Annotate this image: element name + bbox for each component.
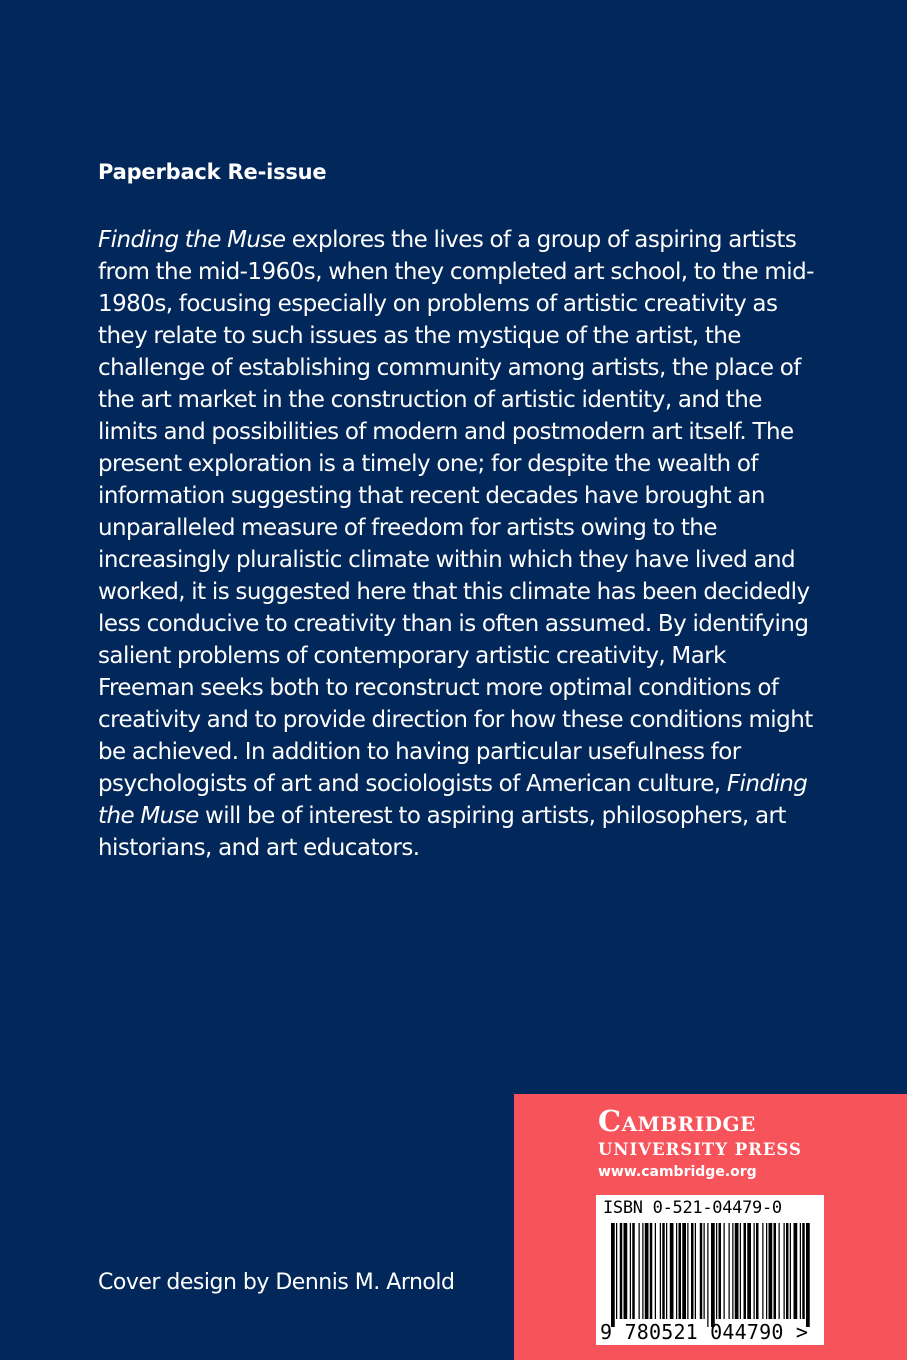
isbn-label: ISBN 0-521-04479-0 bbox=[603, 1198, 782, 1218]
barcode-bar bbox=[747, 1223, 751, 1319]
barcode-bar bbox=[784, 1223, 785, 1319]
barcode-bar bbox=[794, 1223, 798, 1319]
barcode-bar bbox=[800, 1223, 801, 1319]
barcode-bar bbox=[779, 1223, 780, 1319]
publisher-logo-subtitle: UNIVERSITY PRESS bbox=[598, 1140, 802, 1159]
barcode-bar bbox=[724, 1223, 725, 1319]
barcode-bar bbox=[670, 1223, 674, 1319]
barcode-bar bbox=[687, 1223, 688, 1319]
book-description bbox=[98, 224, 818, 864]
barcode-bar bbox=[666, 1223, 667, 1319]
barcode-bar bbox=[762, 1223, 763, 1319]
barcode-bar bbox=[639, 1223, 640, 1319]
barcode-bar bbox=[756, 1223, 759, 1319]
description-text-2: will be of interest to aspiring artists, philosophers, art historians, and art educators. bbox=[98, 803, 786, 861]
ean-digits: 9 780521 044790 > bbox=[600, 1320, 809, 1344]
barcode-bar bbox=[766, 1223, 767, 1319]
barcode-bar bbox=[655, 1223, 656, 1319]
barcode-bar bbox=[645, 1223, 649, 1319]
barcode-bar bbox=[735, 1223, 739, 1319]
barcode-bar bbox=[620, 1223, 623, 1319]
barcode-bar bbox=[679, 1223, 682, 1319]
barcode-bar bbox=[662, 1223, 665, 1319]
barcode-bar bbox=[732, 1223, 733, 1319]
barcode-bar bbox=[774, 1223, 777, 1319]
barcode-bar bbox=[769, 1223, 773, 1319]
barcode-bar bbox=[729, 1223, 730, 1319]
publisher-logo-name: Cambridge bbox=[598, 1104, 756, 1138]
barcode-bar bbox=[754, 1223, 755, 1319]
barcode-bar bbox=[744, 1223, 747, 1319]
barcode-bar bbox=[711, 1223, 715, 1327]
barcode-bar bbox=[691, 1223, 694, 1319]
book-title-second: Finding the Muse bbox=[98, 771, 808, 829]
barcode-bar bbox=[682, 1223, 686, 1319]
barcode-bar bbox=[630, 1223, 631, 1319]
barcode-bar bbox=[700, 1223, 703, 1319]
barcode-bar bbox=[716, 1223, 717, 1319]
description-text-1: explores the lives of a group of aspiring artists from the mid-1960s, when they completed art school, to the mid-1980s, focusing especially on problems of artistic creativity as they relate to such issues as the mystique of the artist, the challenge of establishing community among artists, the place of the art market in the construction of artistic identity, and the limits and possibilities of modern and postmodern art itself. The present exploration is a timely one; for despite the wealth of information suggesting that recent decades have brought an unparalleled measure of freedom for artists owing to the increasingly pluralistic climate within which they have lived and worked, it is suggested here that this climate has been decidedly less conducive to creativity than is often assumed. By identifying salient problems of contemporary artistic creativity, Mark Freeman seeks both to reconstruct more optimal conditions of creativity and to provide direction for how these conditions might be achieved. In addition to having particular usefulness for psychologists of art and sociologists of American culture, bbox=[98, 227, 814, 797]
barcode-bar bbox=[660, 1223, 661, 1319]
barcode-bar bbox=[695, 1223, 696, 1319]
section-heading: Paperback Re-issue bbox=[98, 160, 327, 184]
barcode-bar bbox=[704, 1223, 705, 1319]
barcode-bar bbox=[650, 1223, 653, 1319]
barcode-bar bbox=[642, 1223, 643, 1319]
book-title: Finding the Muse bbox=[98, 227, 286, 253]
publisher-panel bbox=[514, 1094, 907, 1360]
barcode-bar bbox=[707, 1223, 708, 1327]
cover-design-credit: Cover design by Dennis M. Arnold bbox=[98, 1270, 455, 1295]
publisher-url: www.cambridge.org bbox=[598, 1164, 757, 1180]
barcode-bar bbox=[624, 1223, 628, 1319]
barcode-bar bbox=[806, 1223, 810, 1327]
barcode-box bbox=[596, 1195, 824, 1345]
barcode-bar bbox=[786, 1223, 789, 1319]
barcode-bar bbox=[790, 1223, 791, 1319]
barcode-bar bbox=[719, 1223, 722, 1319]
barcode-bar bbox=[676, 1223, 677, 1319]
barcode-bar bbox=[740, 1223, 741, 1319]
barcode-bar bbox=[802, 1223, 805, 1319]
barcode-bar bbox=[616, 1223, 617, 1319]
barcode-bar bbox=[632, 1223, 635, 1319]
barcode-bar bbox=[611, 1223, 615, 1327]
